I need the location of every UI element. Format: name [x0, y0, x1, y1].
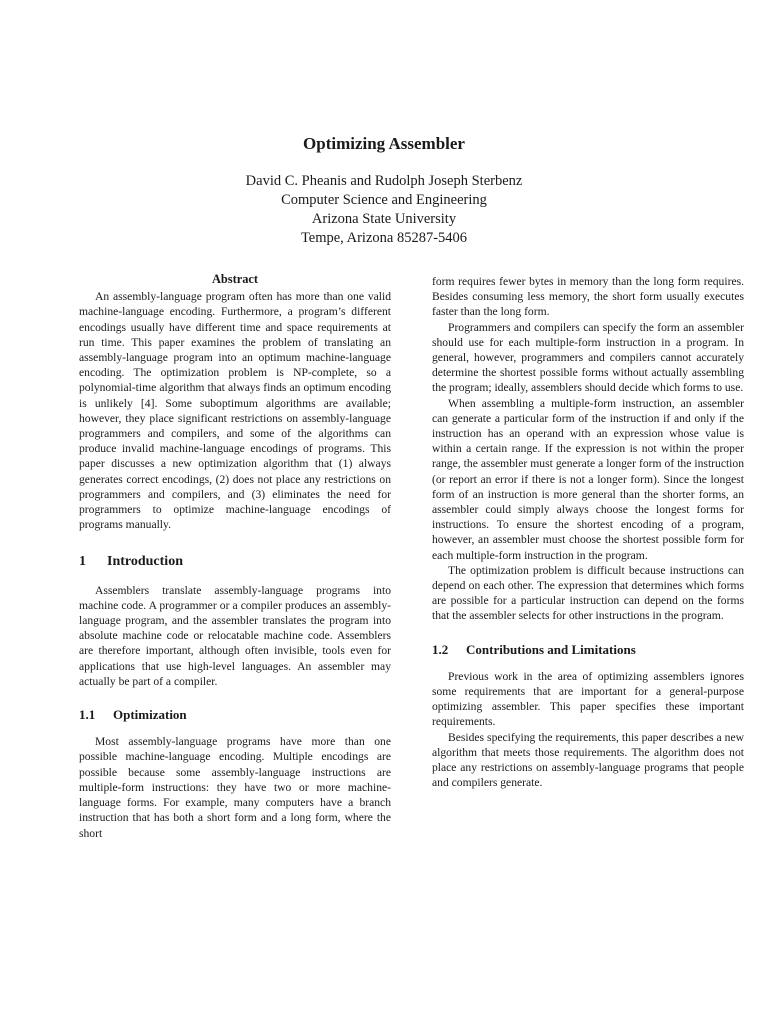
optimization-paragraph-1-continued: form requires fewer bytes in memory than the long form requires. Besides consuming less memory, the short form usually executes faster than the long form. [432, 275, 744, 319]
abstract-text: An assembly-language program often has more than one valid machine-language encoding. Furthermore, a program’s different encodings usually have different time and space requirements at run time. This paper examines the problem of translating an assembly-language program into an optimum machine-language encoding. The optimization problem is NP-complete, so a polynomial-time algorithm that always finds an optimum encoding is unlikely [4]. Some suboptimum algorithms are available; however, they place significant restrictions on assembly-language programmers and compilers, and some of the algorithms can produce invalid machine-language encodings of programs. This paper discusses a new optimization algorithm that (1) always generates correct encodings, (2) does not place any restrictions on programmers and compilers, and (3) eliminates the need for programmers to optimize machine-language encodings of programs manually. [79, 290, 391, 532]
optimization-paragraph-1: Most assembly-language programs have more than one possible machine-language encoding. Multiple encodings are possible because some assembly-language instructions are multiple-form instructions: they have two or more machine-language forms. For example, many computers have a branch instruction that has both a short form and a long form, where the short [79, 735, 391, 840]
subsection-title: Optimization [113, 707, 187, 723]
author-location: Tempe, Arizona 85287-5406 [300, 230, 468, 246]
right-column [432, 274, 744, 791]
optimization-paragraph-3: When assembling a multiple-form instruction, an assembler can generate a particular form of the instruction if and only if the instruction has an operand with an expression whose value is within a certain range. If the expression is not within the proper range, the assembler must generate a longer form of the instruction (or report an error if there is not a longer form). Since the longest form of an instruction is more general than the shorter forms, an assembler could simply always choose the longest forms for instructions. To ensure the shortest encoding of a program, however, an assembler must choose the shortest possible form for each multiple-form instruction in the program. [432, 396, 744, 562]
contributions-paragraph-1: Previous work in the area of optimizing assemblers ignores some requirements that are important for a general-purpose optimizing assembler. This paper specifies these important requirements. [432, 669, 744, 729]
author-block [0, 172, 768, 248]
abstract-heading: Abstract [211, 272, 259, 286]
optimization-paragraph-2: Programmers and compilers can specify the form an assembler should use for each multiple-form instruction in a program. In general, however, programmers and compilers cannot accurately determine the shortest possible forms without actually assembling the program; ideally, assemblers should decide which forms to use. [432, 320, 744, 395]
section-title: Introduction [107, 554, 183, 570]
author-department: Computer Science and Engineering [281, 192, 487, 208]
subsection-number: 1.1 [79, 707, 96, 723]
author-names: David C. Pheanis and Rudolph Joseph Sterbenz [245, 173, 523, 189]
section-heading-introduction [79, 554, 391, 569]
contributions-paragraph-2: Besides specifying the requirements, this paper describes a new algorithm that meets those requirements. The algorithm does not place any restrictions on assembly-language programs that people and compilers generate. [432, 730, 744, 790]
subsection-number: 1.2 [432, 641, 449, 657]
author-university: Arizona State University [311, 211, 457, 227]
introduction-paragraph: Assemblers translate assembly-language programs into machine code. A programmer or a compiler produces an assembly-language program, and the assembler translates the program into absolute machine code or relocatable machine code. Assemblers are therefore important, although often invisible, tools even for applications that use high-level languages. An assembler may actually be part of a compiler. [79, 583, 391, 688]
paper-title: Optimizing Assembler [303, 134, 465, 153]
subsection-title: Contributions and Limitations [466, 641, 636, 657]
subsection-heading-contributions [432, 642, 744, 657]
optimization-paragraph-4: The optimization problem is difficult because instructions can depend on each other. The expression that determines which forms are possible for a particular instruction can depend on the forms that the assembler selects for other instructions in the program. [432, 563, 744, 623]
left-column [79, 272, 391, 841]
subsection-heading-optimization [79, 707, 391, 722]
section-number: 1 [79, 554, 86, 570]
